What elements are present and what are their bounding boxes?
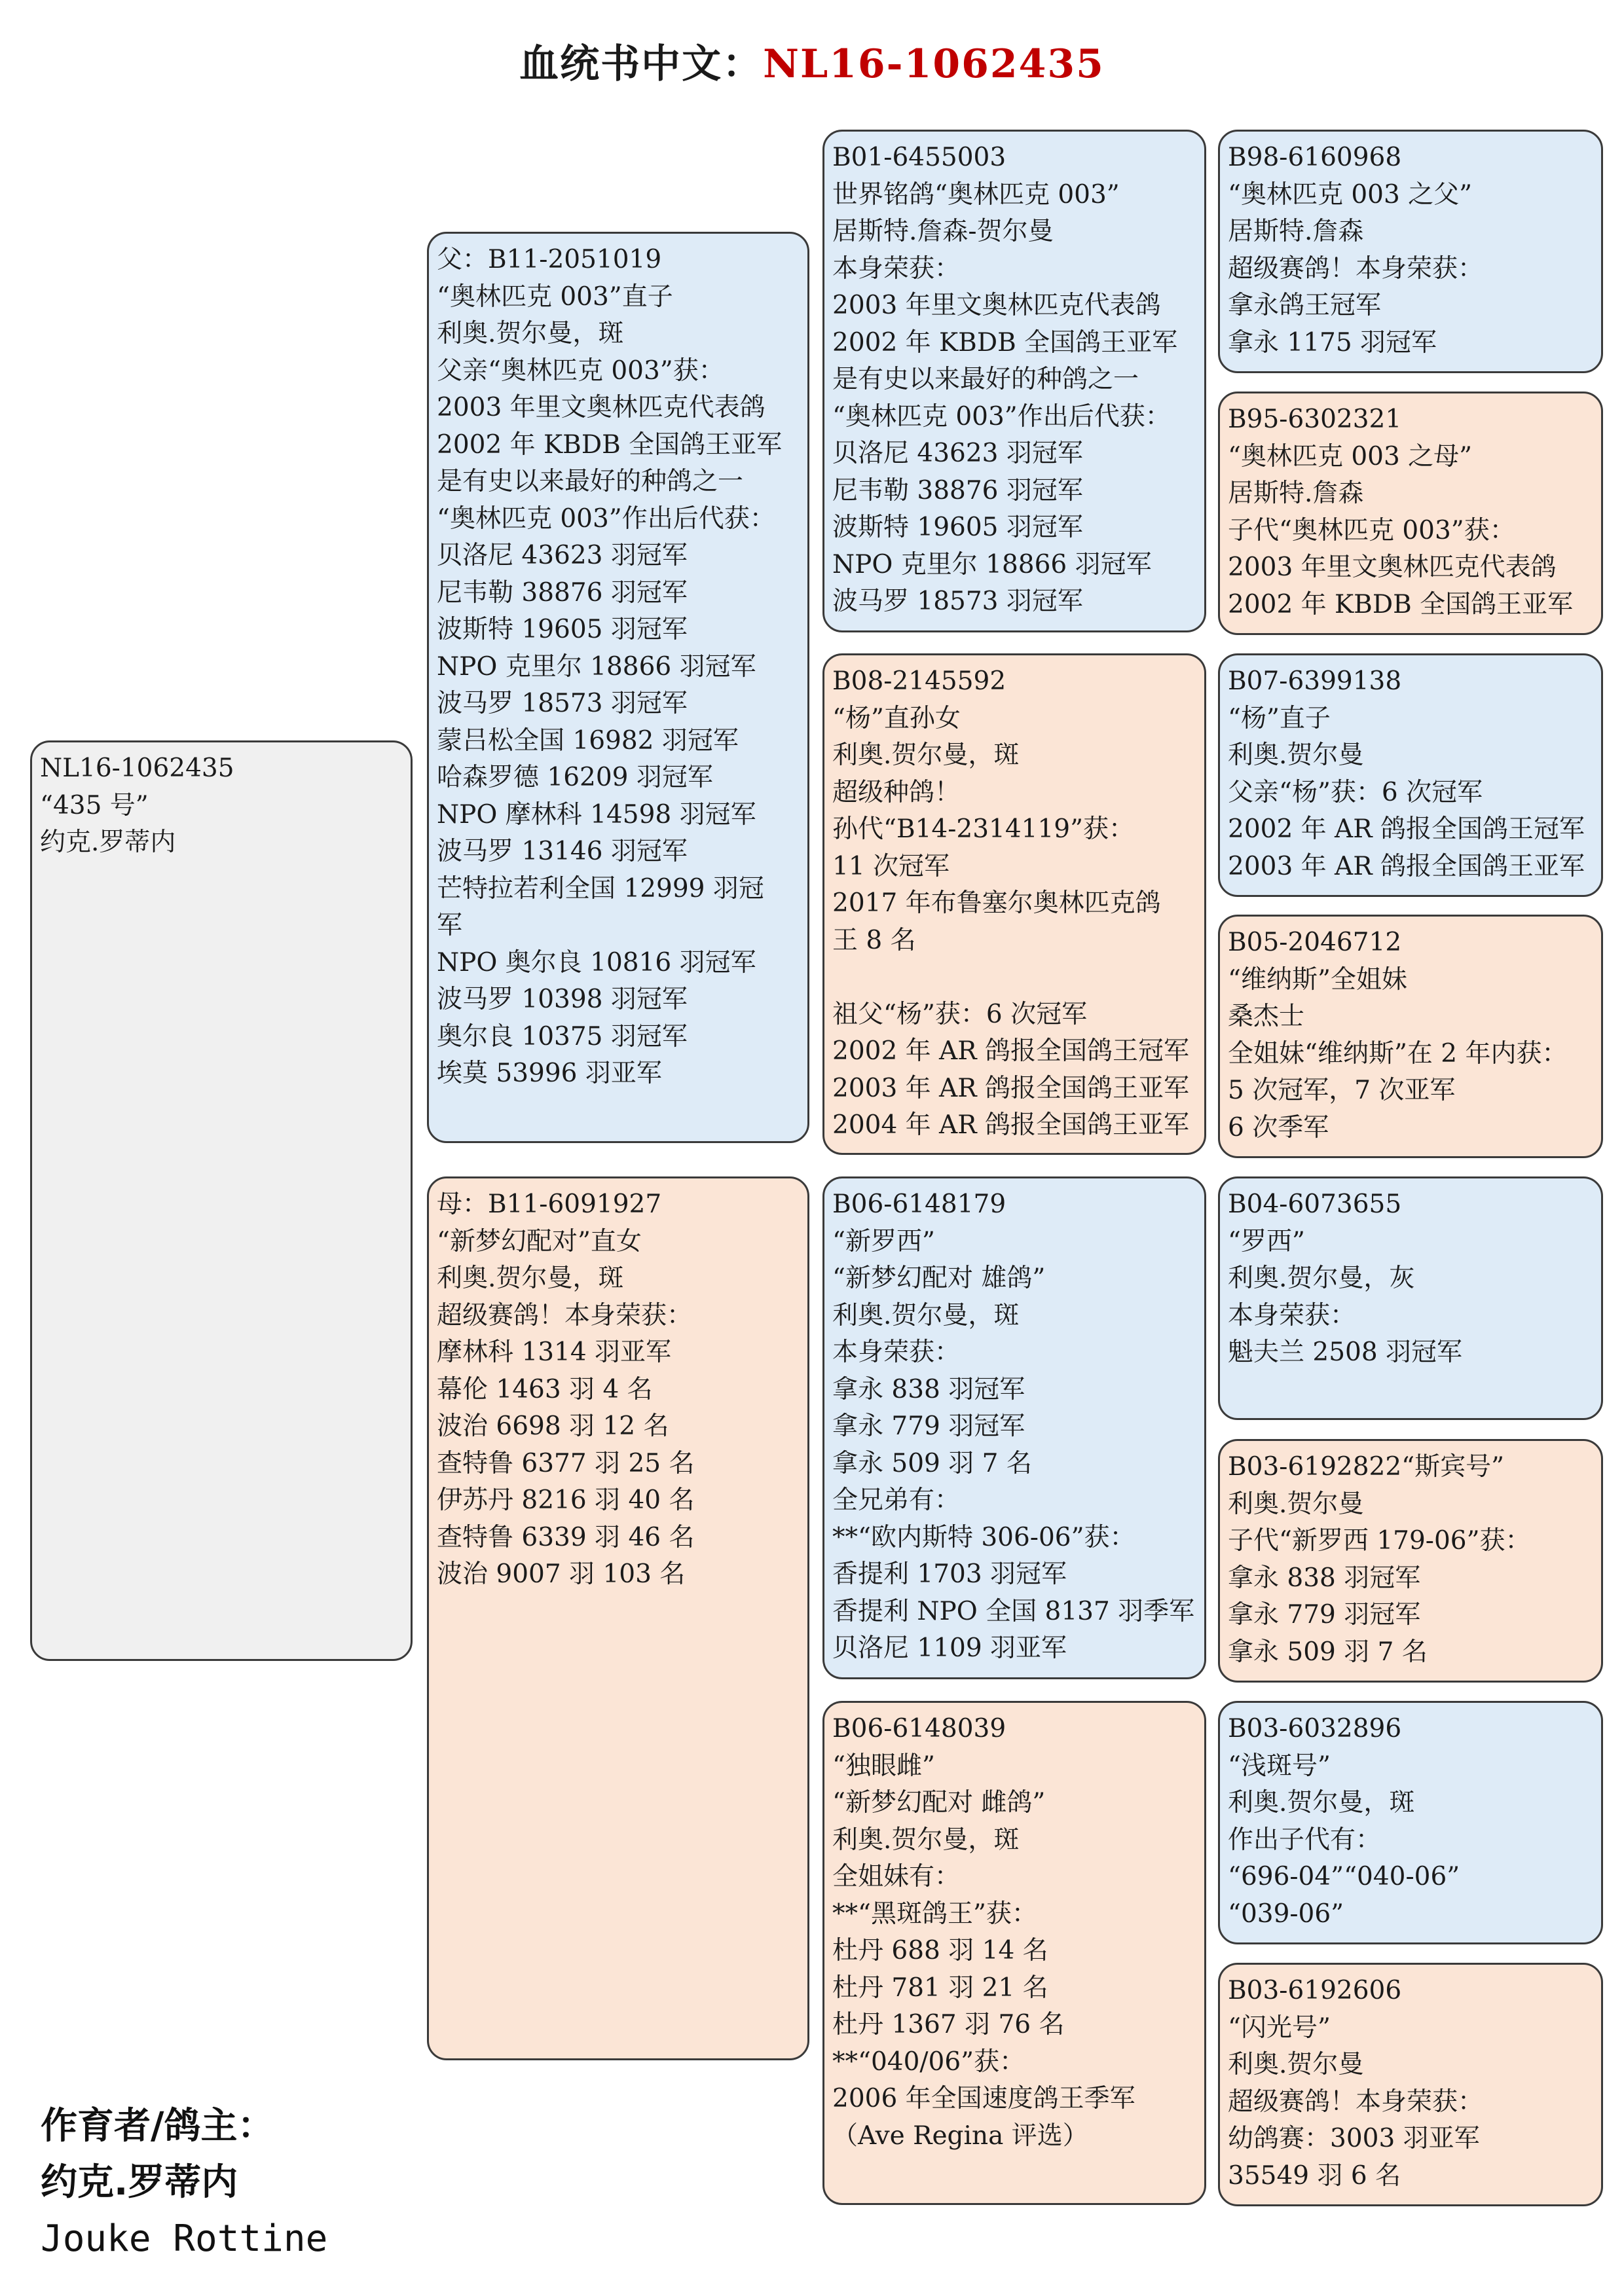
great-grandparent-5-line: “罗西” [1228,1226,1305,1256]
great-grandparent-3-line: B07-6399138 [1228,666,1402,696]
dam-line: 波治 9007 羽 103 名 [437,1559,686,1589]
great-grandparent-8-line: 利奥.贺尔曼 [1228,2050,1364,2079]
grandsire-maternal-card [822,1176,1206,1679]
dam-line: 伊苏丹 8216 羽 40 名 [437,1485,695,1515]
subject-line: “435 号” [40,790,149,820]
great-grandparent-1-line: “奥林匹克 003 之父” [1228,179,1473,210]
granddam-paternal-line: 2002 年 AR 鸽报全国鸽王冠军 [832,1036,1189,1066]
sire-line: “奥林匹克 003”作出后代获： [437,503,775,534]
grandsire-paternal-line: 2003 年里文奥林匹克代表鸽 [832,291,1161,320]
sire-line: “奥林匹克 003”直子 [437,282,673,312]
great-grandparent-2-line: “奥林匹克 003 之母” [1228,441,1473,471]
great-grandparent-3-card [1218,653,1603,897]
granddam-paternal-line: 11 次冠军 [832,851,950,881]
great-grandparent-4-line: 5 次冠军，7 次亚军 [1228,1076,1456,1105]
granddam-paternal-line: “杨”直孙女 [832,703,961,733]
breeder-label: 作育者/鸽主： [41,2105,274,2147]
sire-line: 波马罗 18573 羽冠军 [437,689,688,718]
sire-line: 尼韦勒 38876 羽冠军 [437,577,688,608]
sire-line: NPO 摩林科 14598 羽冠军 [437,799,756,829]
sire-line: 2003 年里文奥林匹克代表鸽 [437,393,766,422]
sire-line: 波斯特 19605 羽冠军 [437,615,688,644]
sire-line: 军 [437,911,463,940]
dam-card [427,1176,809,2060]
grandsire-maternal-line: B06-6148179 [832,1190,1006,1219]
granddam-paternal-line: 2004 年 AR 鸽报全国鸽王亚军 [832,1110,1189,1140]
great-grandparent-4-line: B05-2046712 [1228,928,1402,957]
great-grandparent-8-card [1218,1963,1603,2206]
sire-line: NPO 克里尔 18866 羽冠军 [437,651,756,682]
sire-line: 奥尔良 10375 羽冠军 [437,1021,688,1051]
great-grandparent-3-line: 2003 年 AR 鸽报全国鸽王亚军 [1228,851,1585,881]
granddam-paternal-line: 2017 年布鲁塞尔奥林匹克鸽 [832,888,1161,918]
great-grandparent-2-line: 子代“奥林匹克 003”获： [1228,515,1515,545]
grandsire-maternal-line: 本身荣获： [832,1338,961,1367]
grandsire-paternal-line: 2002 年 KBDB 全国鸽王亚军 [832,327,1178,357]
grandsire-paternal-line: NPO 克里尔 18866 羽冠军 [832,549,1152,579]
great-grandparent-2-line: B95-6302321 [1228,405,1402,434]
granddam-maternal-line: 杜丹 1367 羽 76 名 [832,2010,1065,2039]
great-grandparent-6-line: 利奥.贺尔曼 [1228,1489,1364,1519]
granddam-paternal-line: 利奥.贺尔曼，斑 [832,740,1020,770]
great-grandparent-7-line: “浅斑号” [1228,1751,1331,1781]
grandsire-paternal-line: 居斯特.詹森-贺尔曼 [832,217,1054,246]
sire-line: 波马罗 10398 羽冠军 [437,985,688,1014]
granddam-maternal-line: （Ave Regina 评选） [832,2121,1088,2151]
dam-line: 幕伦 1463 羽 4 名 [437,1374,653,1404]
granddam-paternal-line: 祖父“杨”获：6 次冠军 [832,999,1088,1029]
grandsire-maternal-line: 拿永 779 羽冠军 [832,1412,1025,1441]
breeder-block [41,2098,274,2211]
granddam-paternal-card [822,653,1206,1155]
grandsire-maternal-line: “新罗西” [832,1226,935,1256]
great-grandparent-7-line: 作出子代有： [1228,1825,1382,1855]
granddam-paternal-line: 孙代“B14-2314119”获： [832,814,1135,844]
dam-line: 超级赛鸽！本身荣获： [437,1300,693,1330]
sire-line: 埃莫 53996 羽亚军 [437,1059,662,1088]
sire-line: 父亲“奥林匹克 003”获： [437,355,724,386]
sire-line: 波马罗 13146 羽冠军 [437,837,688,866]
great-grandparent-2-line: 2003 年里文奥林匹克代表鸽 [1228,553,1557,582]
granddam-maternal-line: B06-6148039 [832,1714,1006,1743]
dam-line: 查特鲁 6339 羽 46 名 [437,1522,695,1552]
great-grandparent-6-line: 子代“新罗西 179-06”获： [1228,1526,1531,1556]
grandsire-paternal-line: 尼韦勒 38876 羽冠军 [832,475,1083,505]
grandsire-maternal-line: 拿永 509 羽 7 名 [832,1448,1032,1478]
great-grandparent-5-line: 利奥.贺尔曼，灰 [1228,1264,1415,1293]
great-grandparent-7-line: “039-06” [1228,1899,1344,1929]
grandsire-paternal-card [822,130,1206,632]
granddam-maternal-card [822,1701,1206,2205]
great-grandparent-6-line: B03-6192822“斯宾号” [1228,1452,1505,1482]
grandsire-maternal-line: **“欧内斯特 306-06”获： [832,1522,1135,1552]
great-grandparent-5-line: 本身荣获： [1228,1300,1356,1330]
grandsire-paternal-line: 世界铭鸽“奥林匹克 003” [832,179,1120,210]
grandsire-paternal-line: B01-6455003 [832,143,1006,172]
great-grandparent-3-line: 2002 年 AR 鸽报全国鸽王冠军 [1228,814,1585,844]
great-grandparent-4-card [1218,915,1603,1158]
sire-line: 芒特拉若利全国 12999 羽冠 [437,873,764,903]
great-grandparent-5-line: 魁夫兰 2508 羽冠军 [1228,1338,1463,1367]
dam-line: 查特鲁 6377 羽 25 名 [437,1448,695,1478]
great-grandparent-1-line: B98-6160968 [1228,143,1402,172]
sire-line: 2002 年 KBDB 全国鸽王亚军 [437,429,783,460]
great-grandparent-1-line: 超级赛鸽！本身荣获： [1228,253,1484,283]
granddam-paternal-line: B08-2145592 [832,666,1006,696]
sire-line: NPO 奥尔良 10816 羽冠军 [437,947,756,977]
great-grandparent-5-line: B04-6073655 [1228,1190,1402,1219]
great-grandparent-2-line: 2002 年 KBDB 全国鸽王亚军 [1228,589,1574,619]
granddam-maternal-line: **“黑斑鸽王”获： [832,1899,1037,1929]
great-grandparent-8-line: 幼鸽赛：3003 羽亚军 [1228,2124,1480,2153]
granddam-maternal-line: **“040/06”获： [832,2047,1025,2077]
breeder-name-cn: 约克.罗蒂内 [41,2161,238,2204]
sire-line: 哈森罗德 16209 羽冠军 [437,763,713,792]
great-grandparent-6-line: 拿永 509 羽 7 名 [1228,1637,1428,1667]
granddam-maternal-line: “独眼雌” [832,1751,935,1781]
title-prefix: 血统书中文： [519,41,764,87]
sire-line: 利奥.贺尔曼，斑 [437,319,624,348]
granddam-maternal-line: 杜丹 781 羽 21 名 [832,1973,1048,2003]
grandsire-paternal-line: 本身荣获： [832,253,961,283]
subject-line: NL16-1062435 [40,754,234,783]
grandsire-maternal-line: 贝洛尼 1109 羽亚军 [832,1633,1067,1663]
great-grandparent-3-line: “杨”直子 [1228,703,1331,733]
great-grandparent-4-line: 桑杰士 [1228,1002,1305,1031]
great-grandparent-2-line: 居斯特.詹森 [1228,479,1364,508]
sire-line: 蒙吕松全国 16982 羽冠军 [437,725,739,756]
sire-line: 是有史以来最好的种鸽之一 [437,467,744,496]
great-grandparent-1-line: 居斯特.詹森 [1228,217,1364,246]
subject-line: 约克.罗蒂内 [40,828,176,857]
great-grandparent-7-line: “696-04”“040-06” [1228,1862,1460,1891]
granddam-maternal-line: 利奥.贺尔曼，斑 [832,1825,1020,1855]
great-grandparent-4-line: 6 次季军 [1228,1112,1329,1142]
great-grandparent-1-line: 拿永鸽王冠军 [1228,291,1382,320]
breeder-name-en: Jouke Rottine [41,2217,328,2260]
grandsire-maternal-line: 香提利 1703 羽冠军 [832,1559,1067,1589]
great-grandparent-8-line: “闪光号” [1228,2013,1331,2043]
grandsire-maternal-line: 香提利 NPO 全国 8137 羽季军 [832,1596,1195,1626]
grandsire-paternal-line: 贝洛尼 43623 羽冠军 [832,439,1083,468]
great-grandparent-7-line: 利奥.贺尔曼，斑 [1228,1788,1415,1817]
granddam-maternal-line: 2006 年全国速度鸽王季军 [832,2084,1135,2113]
great-grandparent-4-line: “维纳斯”全姐妹 [1228,964,1407,994]
great-grandparent-7-line: B03-6032896 [1228,1714,1402,1743]
granddam-maternal-line: “新梦幻配对 雌鸽” [832,1788,1046,1817]
grandsire-paternal-line: “奥林匹克 003”作出后代获： [832,401,1171,431]
granddam-maternal-line: 全姐妹有： [832,1862,961,1891]
great-grandparent-8-line: 35549 羽 6 名 [1228,2160,1401,2191]
great-grandparent-8-line: B03-6192606 [1228,1976,1402,2005]
grandsire-maternal-line: “新梦幻配对 雄鸽” [832,1264,1046,1293]
dam-line: 波治 6698 羽 12 名 [437,1412,669,1441]
great-grandparent-6-card [1218,1439,1603,1683]
dam-line: “新梦幻配对”直女 [437,1226,642,1256]
dam-line: 母：B11-6091927 [437,1190,662,1219]
granddam-paternal-line: 超级种鸽！ [832,777,961,807]
great-grandparent-3-line: 利奥.贺尔曼 [1228,740,1364,770]
sire-card [427,232,809,1143]
granddam-paternal-line: 2003 年 AR 鸽报全国鸽王亚军 [832,1073,1189,1103]
great-grandparent-8-line: 超级赛鸽！本身荣获： [1228,2086,1484,2117]
great-grandparent-1-line: 拿永 1175 羽冠军 [1228,327,1437,357]
title-pedigree-number: NL16-1062435 [763,41,1105,87]
granddam-paternal-line: 王 8 名 [832,925,916,955]
great-grandparent-6-line: 拿永 838 羽冠军 [1228,1563,1421,1593]
grandsire-maternal-line: 全兄弟有： [832,1485,961,1515]
dam-line: 摩林科 1314 羽亚军 [437,1338,672,1367]
subject-card [30,740,413,1661]
page-title [0,38,1624,90]
great-grandparent-7-card [1218,1701,1603,1944]
grandsire-paternal-line: 是有史以来最好的种鸽之一 [832,365,1139,394]
great-grandparent-4-line: 全姐妹“维纳斯”在 2 年内获： [1228,1038,1568,1068]
great-grandparent-1-card [1218,130,1603,373]
granddam-maternal-line: 杜丹 688 羽 14 名 [832,1936,1048,1965]
grandsire-maternal-line: 拿永 838 羽冠军 [832,1374,1025,1404]
great-grandparent-2-card [1218,392,1603,635]
sire-line: 贝洛尼 43623 羽冠军 [437,541,688,570]
great-grandparent-6-line: 拿永 779 羽冠军 [1228,1600,1421,1630]
granddam-paternal-line [832,959,1196,996]
grandsire-paternal-line: 波马罗 18573 羽冠军 [832,587,1083,616]
grandsire-paternal-line: 波斯特 19605 羽冠军 [832,513,1083,542]
grandsire-maternal-line: 利奥.贺尔曼，斑 [832,1300,1020,1330]
great-grandparent-3-line: 父亲“杨”获：6 次冠军 [1228,777,1483,807]
sire-line: 父：B11-2051019 [437,245,662,274]
dam-line: 利奥.贺尔曼，斑 [437,1264,624,1293]
great-grandparent-5-card [1218,1176,1603,1420]
